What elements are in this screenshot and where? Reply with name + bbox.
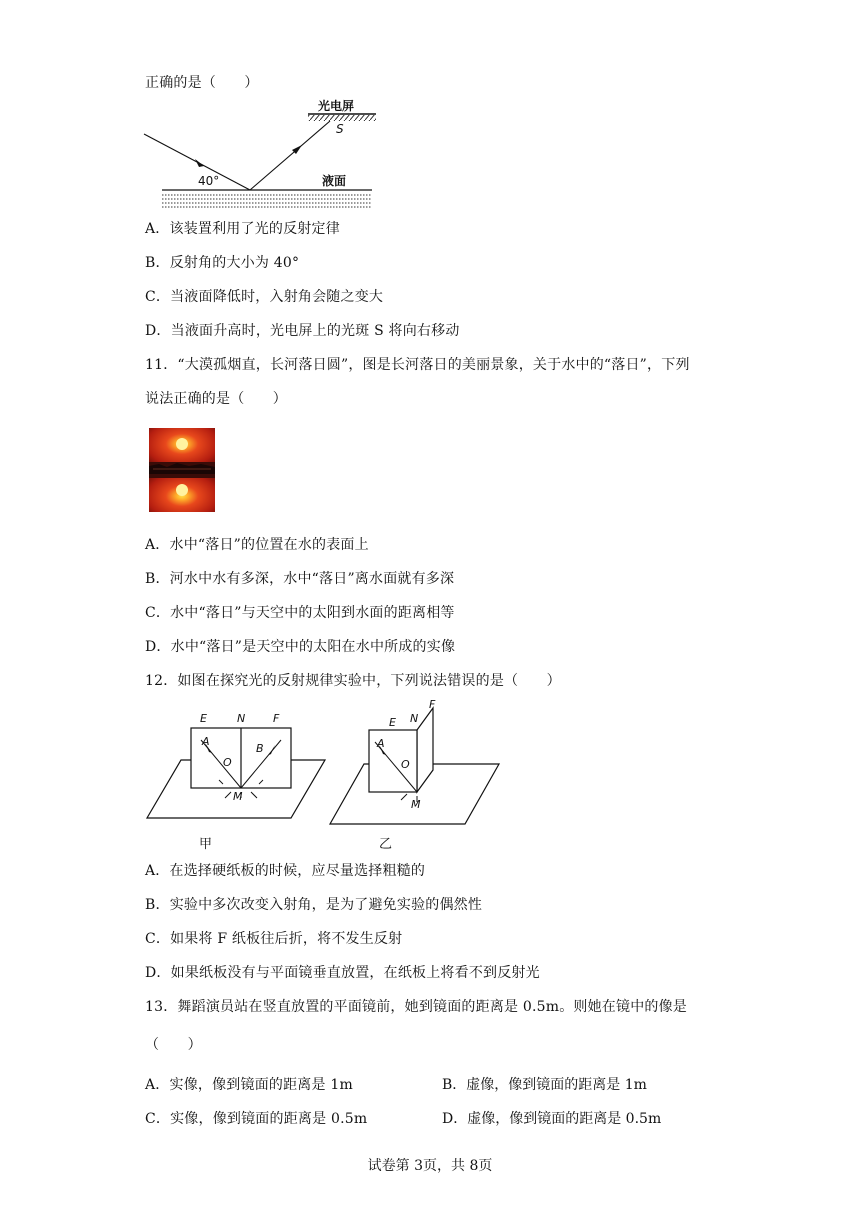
- q12-option-a: A．在选择硬纸板的时候，应尽量选择粗糙的: [145, 863, 426, 879]
- sunset-photo: [149, 428, 215, 512]
- q11-option-c: C．水中“落日”与天空中的太阳到水面的距离相等: [145, 605, 455, 621]
- q10-option-a: A．该装置利用了光的反射定律: [145, 221, 340, 237]
- q13-option-b: B．虚像，像到镜面的距离是 1m: [442, 1077, 647, 1093]
- figure-jia: [147, 712, 325, 818]
- svg-text:O: O: [401, 758, 410, 771]
- caption-yi: 乙: [379, 837, 393, 852]
- q11-option-b: B．河水中水有多深，水中“落日”离水面就有多深: [145, 571, 455, 587]
- svg-text:B: B: [256, 742, 264, 755]
- caption-jia: 甲: [199, 837, 213, 852]
- q12-option-b: B．实验中多次改变入射角，是为了避免实验的偶然性: [145, 897, 483, 913]
- q10-option-c: C．当液面降低时，入射角会随之变大: [145, 289, 384, 305]
- q12-option-c: C．如果将 F 纸板往后折，将不发生反射: [145, 931, 403, 947]
- q13-stem-line1: 13．舞蹈演员站在竖直放置的平面镜前，她到镜面的距离是 0.5m。则她在镜中的像是: [145, 999, 688, 1015]
- q10-stem-tail: 正确的是（ ）: [145, 75, 259, 91]
- svg-text:M: M: [233, 790, 243, 803]
- screen-label: 光电屏: [318, 99, 355, 113]
- svg-text:E: E: [200, 712, 207, 725]
- q10-reflection-figure: [140, 96, 385, 214]
- svg-text:N: N: [237, 712, 246, 725]
- q12-option-d: D．如果纸板没有与平面镜垂直放置，在纸板上将看不到反射光: [145, 965, 540, 981]
- svg-text:M: M: [411, 798, 421, 811]
- q13-option-c: C．实像，像到镜面的距离是 0.5m: [145, 1111, 368, 1127]
- sun: [176, 438, 188, 450]
- q10-option-d: D．当液面升高时，光电屏上的光斑 S 将向右移动: [145, 323, 460, 339]
- q11-option-a: A．水中“落日”的位置在水的表面上: [145, 537, 369, 553]
- spot-label: S: [336, 122, 344, 136]
- svg-text:F: F: [429, 700, 436, 711]
- liquid-dots: [162, 195, 372, 207]
- q13-option-a: A．实像，像到镜面的距离是 1m: [145, 1077, 353, 1093]
- svg-text:E: E: [389, 716, 396, 729]
- svg-text:A: A: [202, 735, 210, 748]
- incident-arrow: [195, 159, 204, 167]
- svg-text:N: N: [410, 712, 419, 725]
- sun-reflection: [176, 484, 188, 496]
- q11-option-d: D．水中“落日”是天空中的太阳在水中所成的实像: [145, 639, 456, 655]
- surface-label: 液面: [322, 174, 347, 188]
- figure-yi: [330, 700, 499, 824]
- angle-label: 40°: [198, 174, 220, 188]
- q12-reflection-experiment-figure: [145, 700, 510, 852]
- q11-stem-line1: 11．“大漠孤烟直，长河落日圆”，图是长河落日的美丽景象，关于水中的“落日”，下列: [145, 357, 690, 373]
- page-footer: 试卷第 3页，共 8页: [367, 1158, 493, 1174]
- svg-text:A: A: [377, 737, 385, 750]
- svg-text:O: O: [223, 756, 232, 769]
- q12-stem: 12．如图在探究光的反射规律实验中，下列说法错误的是（ ）: [145, 673, 561, 689]
- svg-text:F: F: [273, 712, 280, 725]
- q10-option-b: B．反射角的大小为 40°: [145, 255, 300, 271]
- q13-option-d: D．虚像，像到镜面的距离是 0.5m: [442, 1111, 662, 1127]
- q11-stem-line2: 说法正确的是（ ）: [145, 391, 287, 407]
- screen-hatch: [308, 115, 376, 121]
- reflected-ray: [250, 121, 330, 190]
- q13-stem-line2: （ ）: [145, 1037, 202, 1053]
